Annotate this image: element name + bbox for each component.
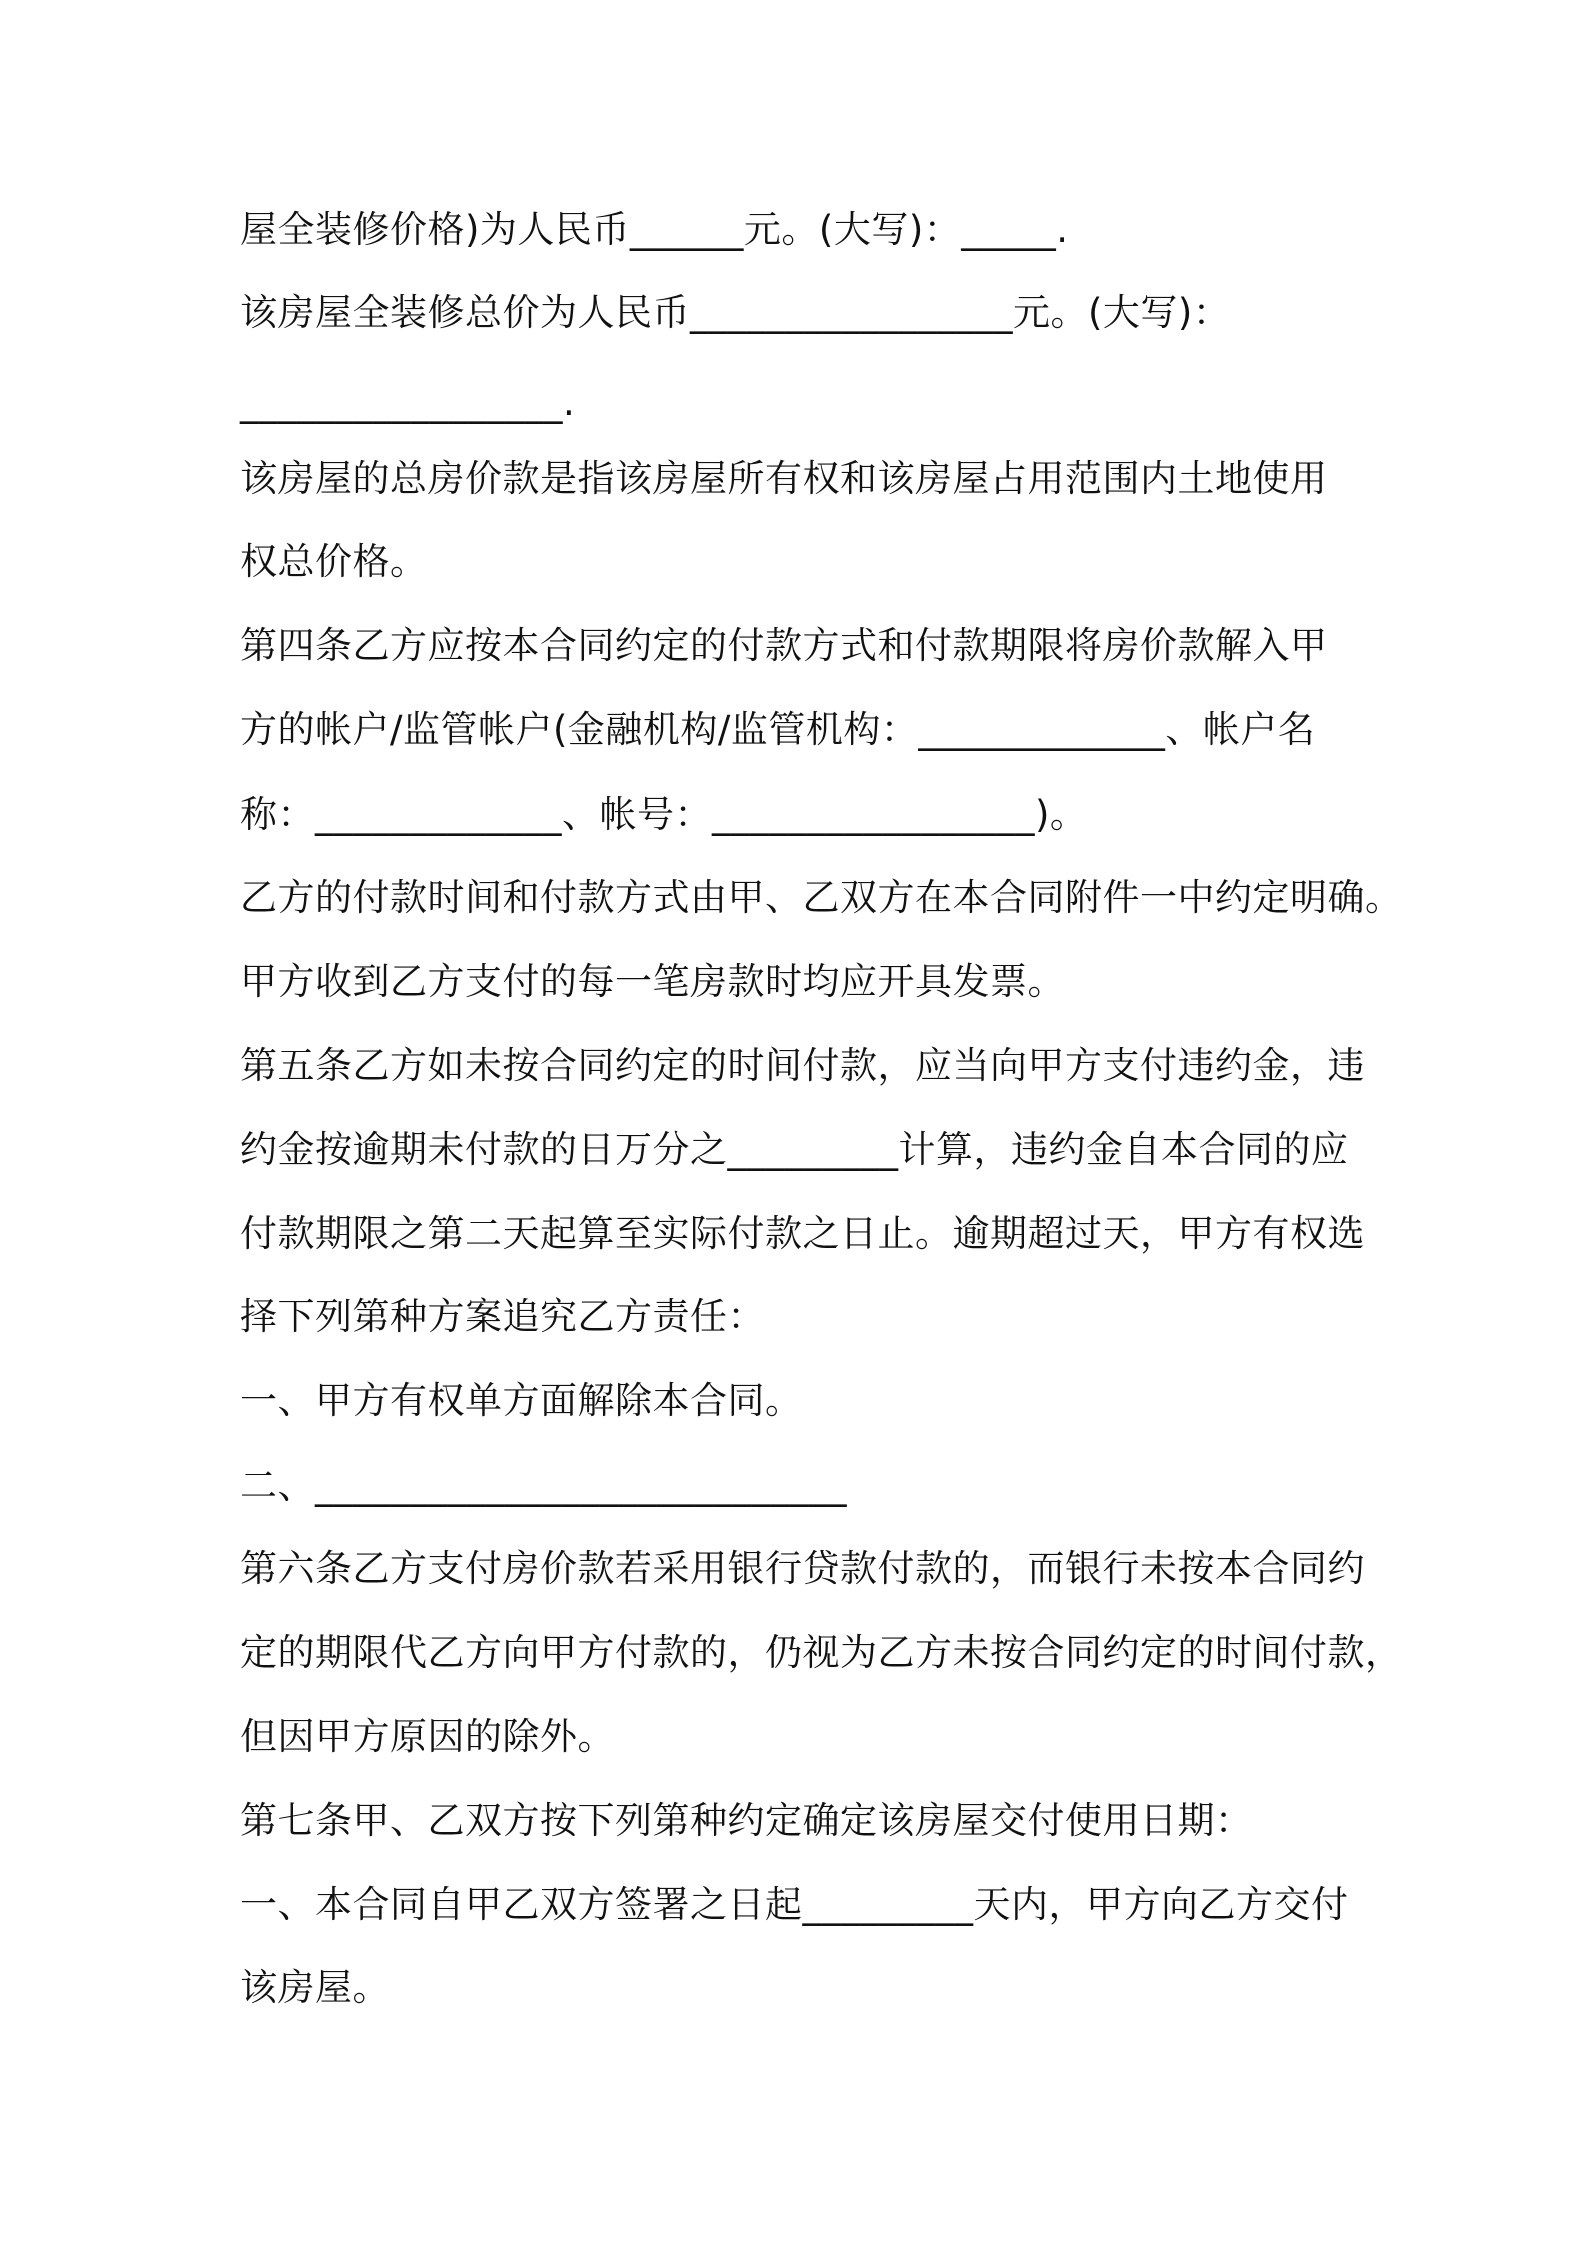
text-line-4: 该房屋的总房价款是指该房屋所有权和该房屋占用范围内土地使用 bbox=[240, 457, 1328, 500]
text-line-14: 择下列第种方案追究乙方责任： bbox=[240, 1295, 765, 1338]
text-line-7: 方的帐户/监管帐户(金融机构/监管机构：_____________、帐户名 bbox=[240, 708, 1316, 751]
text-line-18: 定的期限代乙方向甲方付款的，仍视为乙方未按合同约定的时间付款， bbox=[240, 1631, 1403, 1674]
text-line-17: 第六条乙方支付房价款若采用银行贷款付款的，而银行未按本合同约 bbox=[240, 1547, 1365, 1590]
text-line-15: 一、甲方有权单方面解除本合同。 bbox=[240, 1379, 803, 1422]
text-line-21: 一、本合同自甲乙双方签署之日起_________天内，甲方向乙方交付 bbox=[240, 1883, 1349, 1926]
text-line-2: 该房屋全装修总价为人民币_________________元。(大写)： bbox=[240, 291, 1231, 334]
text-line-10: 甲方收到乙方支付的每一笔房款时均应开具发票。 bbox=[240, 960, 1065, 1003]
text-line-5: 权总价格。 bbox=[240, 540, 428, 583]
text-line-16: 二、____________________________ bbox=[240, 1464, 847, 1507]
text-line-3: _________________. bbox=[240, 381, 576, 424]
text-line-6: 第四条乙方应按本合同约定的付款方式和付款期限将房价款解入甲 bbox=[240, 624, 1328, 667]
text-line-11: 第五条乙方如未按合同约定的时间付款，应当向甲方支付违约金，违 bbox=[240, 1044, 1365, 1087]
text-line-1: 屋全装修价格)为人民币______元。(大写)：_____. bbox=[240, 208, 1069, 251]
text-line-20: 第七条甲、乙双方按下列第种约定确定该房屋交付使用日期： bbox=[240, 1799, 1253, 1842]
text-line-19: 但因甲方原因的除外。 bbox=[240, 1715, 615, 1758]
text-line-9: 乙方的付款时间和付款方式由甲、乙双方在本合同附件一中约定明确。 bbox=[240, 876, 1403, 919]
text-line-22: 该房屋。 bbox=[240, 1966, 390, 2009]
text-line-8: 称：_____________、帐号：_________________)。 bbox=[240, 793, 1088, 836]
text-line-12: 约金按逾期未付款的日万分之_________计算，违约金自本合同的应 bbox=[240, 1128, 1349, 1171]
text-line-13: 付款期限之第二天起算至实际付款之日止。逾期超过天，甲方有权选 bbox=[240, 1212, 1365, 1255]
